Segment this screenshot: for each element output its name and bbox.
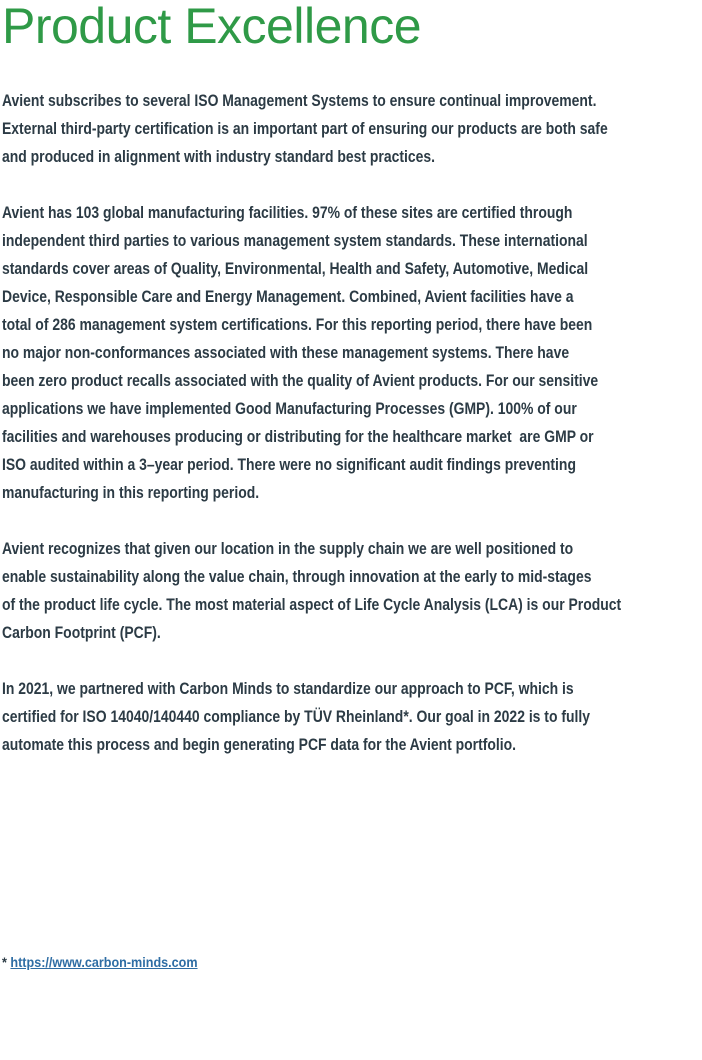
text-line: total of 286 management system certifications. For this reporting period, there have been	[2, 315, 593, 334]
footnote-marker: *	[2, 954, 11, 970]
text-line: applications we have implemented Good Manufacturing Processes (GMP). 100% of our	[2, 399, 577, 418]
text-line: In 2021, we partnered with Carbon Minds to standardize our approach to PCF, which is	[2, 679, 574, 698]
text-line: facilities and warehouses producing or distributing for the healthcare market are GMP or	[2, 427, 594, 446]
body-content	[0, 87, 702, 972]
text-line: enable sustainability along the value chain, through innovation at the early to mid-stages	[2, 567, 592, 586]
text-line: certified for ISO 14040/140440 compliance by TÜV Rheinland*. Our goal in 2022 is to fully	[2, 707, 591, 726]
text-line: Carbon Footprint (PCF).	[2, 623, 161, 642]
footnote-link[interactable]: https://www.carbon-minds.com	[10, 954, 198, 970]
text-line: Device, Responsible Care and Energy Management. Combined, Avient facilities have a	[2, 287, 574, 306]
text-line: independent third parties to various management system standards. These international	[2, 231, 588, 250]
text-line: manufacturing in this reporting period.	[2, 483, 260, 502]
text-line: Avient subscribes to several ISO Management Systems to ensure continual improvement.	[2, 91, 597, 110]
text-line: automate this process and begin generating PCF data for the Avient portfolio.	[2, 735, 517, 754]
text-line: Avient has 103 global manufacturing facilities. 97% of these sites are certified through	[2, 203, 573, 222]
page-title: Product Excellence	[2, 0, 422, 54]
text-line: Avient recognizes that given our location in the supply chain we are well positioned to	[2, 539, 574, 558]
footnote	[2, 952, 632, 972]
text-line: and produced in alignment with industry standard best practices.	[2, 147, 435, 166]
text-line: been zero product recalls associated with the quality of Avient products. For our sensitive	[2, 371, 599, 390]
text-line: standards cover areas of Quality, Environmental, Health and Safety, Automotive, Medical	[2, 259, 589, 278]
text-line: of the product life cycle. The most material aspect of Life Cycle Analysis (LCA) is our Product	[2, 595, 622, 614]
paragraph-2	[2, 199, 599, 507]
text-line: no major non-conformances associated with these management systems. There have	[2, 343, 570, 362]
text-line: ISO audited within a 3–year period. There were no significant audit findings preventing	[2, 455, 576, 474]
text-line: External third-party certification is an important part of ensuring our products are both safe	[2, 119, 608, 138]
paragraph-4	[2, 675, 591, 759]
paragraph-1	[2, 87, 608, 171]
paragraph-3	[2, 535, 622, 647]
